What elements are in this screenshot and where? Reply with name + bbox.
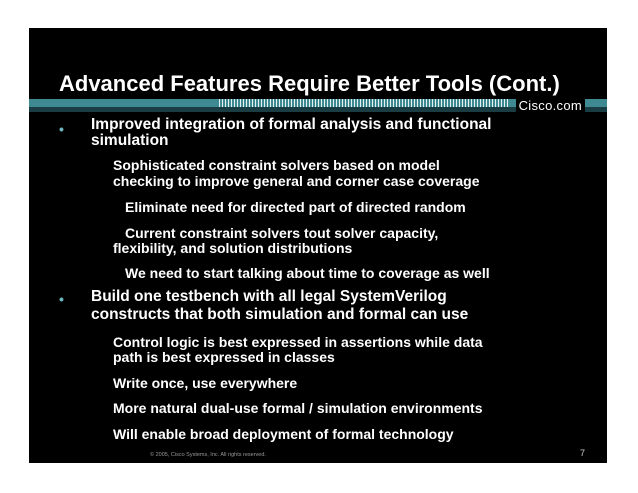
slide-content [29, 28, 607, 463]
sub-bullet-line: path is best expressed in classes [113, 349, 335, 365]
sub-bullet-line: checking to improve general and corner case coverage [113, 173, 480, 189]
page-number: 7 [579, 448, 585, 458]
bullet-marker: • [59, 291, 64, 307]
sub-sub-bullet-line: Current constraint solvers tout solver capacity, [125, 225, 439, 241]
sub-bullet-line: Will enable broad deployment of formal technology [113, 426, 454, 442]
bullet-line: constructs that both simulation and formal can use [91, 306, 469, 323]
sub-sub-bullet-line: We need to start talking about time to coverage as well [125, 265, 490, 281]
sub-bullet-line: Sophisticated constraint solvers based on model [113, 157, 440, 173]
bullet-line: Improved integration of formal analysis and functional [91, 116, 492, 133]
copyright-footer: © 2005, Cisco Systems, Inc. All rights reserved. [150, 452, 266, 458]
sub-bullet-line: Control logic is best expressed in assertions while data [113, 334, 483, 350]
cisco-logo: Cisco.com [516, 98, 585, 113]
sub-sub-bullet-line: Eliminate need for directed part of directed random [125, 199, 466, 215]
sub-bullet-line: Write once, use everywhere [113, 375, 298, 391]
bullet-marker: • [59, 121, 64, 137]
bullet-line: simulation [91, 132, 169, 149]
sub-sub-bullet-line: flexibility, and solution distributions [113, 240, 353, 256]
slide [29, 28, 607, 463]
bullet-line: Build one testbench with all legal SystemVerilog [91, 288, 447, 305]
slide-title: Advanced Features Require Better Tools (Cont.) [59, 71, 560, 96]
sub-bullet-line: More natural dual-use formal / simulation environments [113, 400, 483, 416]
